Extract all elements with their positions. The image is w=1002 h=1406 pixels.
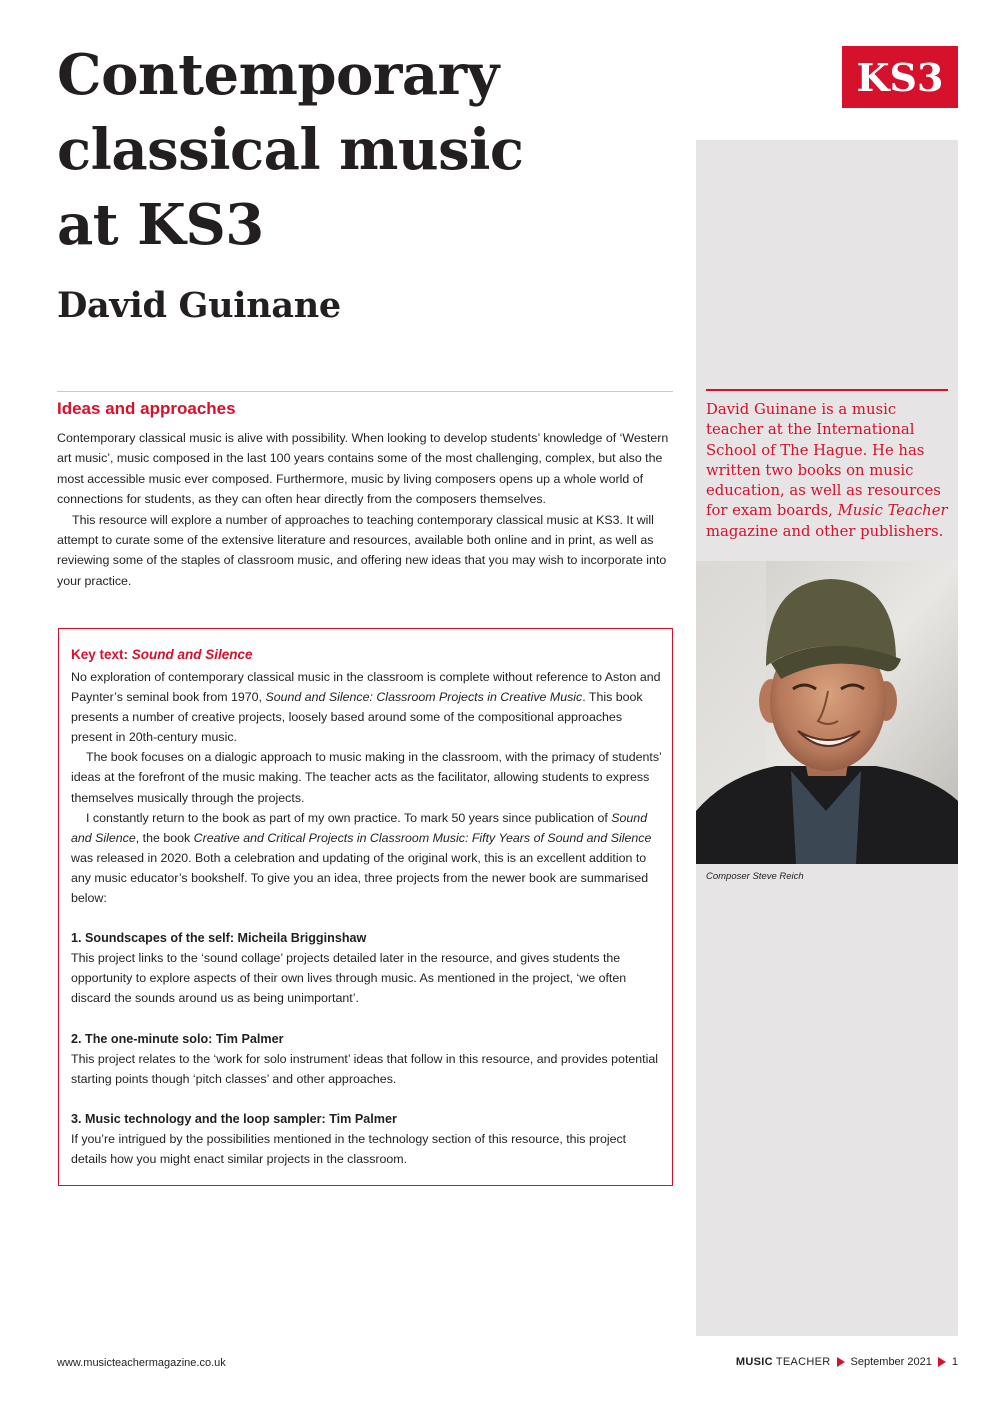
project-description: If you’re intrigued by the possibilities mentioned in the technology section of this resource, this project details how you might enact similar projects in the classroom. [71, 1131, 627, 1166]
project-description: This project links to the ‘sound collage’ projects detailed later in the resource, and gives students the opportunity to explore aspects of their own lives through music. As mentioned in the project, ‘we often discard the sounds around us as being unimportant’. [71, 951, 627, 1006]
author-bio [706, 400, 950, 542]
triangle-arrow-icon [837, 1357, 845, 1367]
key-paragraph-1 [71, 667, 663, 747]
key-paragraph-3 [71, 808, 663, 908]
section-heading: Ideas and approaches [57, 399, 236, 418]
key-p1-text-b: . This book presents a number of creative projects, loosely based around some of the compositional approaches present in 20th-century music. [71, 690, 643, 745]
project-title: 1. Soundscapes of the self: Micheila Brigginshaw [71, 931, 367, 946]
key-text-prefix: Key text: [71, 647, 132, 662]
key-p1-book-title: Sound and Silence: Classroom Projects in Creative Music [265, 690, 583, 705]
key-p3-text-a: I constantly return to the book as part of my own practice. To mark 50 years since publication of [86, 810, 612, 825]
author-name: David Guinane [57, 285, 341, 326]
key-p3-text-c: was released in 2020. Both a celebration and updating of the original work, this is an excellent addition to any music educator’s bookshelf. To give you an idea, three projects from the newer book are summarised below: [71, 850, 649, 906]
sidebar-divider [706, 389, 948, 391]
project-item-2 [71, 1029, 663, 1089]
key-p1-text-a: No exploration of contemporary classical music in the classroom is complete without reference to Aston and Paynter’s seminal book from 1970, [71, 670, 661, 705]
intro-paragraph-1: Contemporary classical music is alive with possibility. When looking to develop students’ knowledge of ‘Western art music’, music composed in the last 100 years contains some of the most challenging, complex, but also the most accessible music ever composed. Furthermore, music by living composers opens up a whole world of connections for students, as they can often hear directly from the composers themselves. [57, 431, 669, 507]
intro-paragraph-2: This resource will explore a number of approaches to teaching contemporary classical music at KS3. It will attempt to curate some of the extensive literature and resources, available both online and in print, as well as reviewing some of the staples of classroom music, and offering new ideas that you may wish to incorporate into your practice. [57, 512, 667, 588]
footer-url: www.musicteachermagazine.co.uk [57, 1357, 226, 1369]
key-p3-book-title-1: Sound and Silence [71, 810, 648, 845]
project-title: 3. Music technology and the loop sampler: Tim Palmer [71, 1111, 397, 1126]
footer-magazine-rest: TEACHER [775, 1356, 831, 1368]
photo-caption: Composer Steve Reich [706, 871, 804, 882]
triangle-arrow-icon [938, 1357, 946, 1367]
page-number: 1 [951, 1356, 958, 1368]
title-line-1: Contemporary [57, 42, 499, 108]
footer-issue: September 2021 [850, 1356, 932, 1368]
bio-text-1: David Guinane is a music teacher at the International School of The Hague. He has written two books on music education, as well as resources for exam boards, [706, 401, 941, 520]
key-p3-text-b: , the book [135, 830, 194, 845]
project-description: This project relates to the ‘work for solo instrument’ ideas that follow in this resource, and provides potential starting points though ‘pitch classes’ and other approaches. [71, 1051, 659, 1086]
intro-text [57, 428, 677, 591]
bio-magazine-name: Music Teacher [837, 502, 948, 520]
project-item-1 [71, 928, 663, 1008]
footer-magazine-bold: MUSIC [735, 1356, 773, 1368]
footer-masthead [736, 1356, 958, 1368]
title-line-2: classical music [57, 117, 524, 183]
bio-text-2: magazine and other publishers. [706, 522, 944, 540]
ks3-badge: KS3 [842, 46, 958, 108]
key-p3-book-title-2: Creative and Critical Projects in Classroom Music: Fifty Years of Sound and Silence [193, 830, 652, 845]
portrait-photo-icon [696, 561, 958, 864]
project-item-3 [71, 1109, 663, 1169]
page-title [57, 38, 657, 263]
project-title: 2. The one-minute solo: Tim Palmer [71, 1031, 284, 1046]
title-line-3: at KS3 [57, 192, 264, 258]
key-text-book-title: Sound and Silence [131, 647, 253, 662]
key-paragraph-2: The book focuses on a dialogic approach to music making in the classroom, with the primacy of students’ ideas at the forefront of the music making. The teacher acts as the facilitator, allowing students to express themselves musically through the projects. [71, 750, 662, 805]
key-text-heading [71, 647, 253, 662]
key-text-body [71, 667, 663, 1169]
section-divider [57, 391, 673, 392]
